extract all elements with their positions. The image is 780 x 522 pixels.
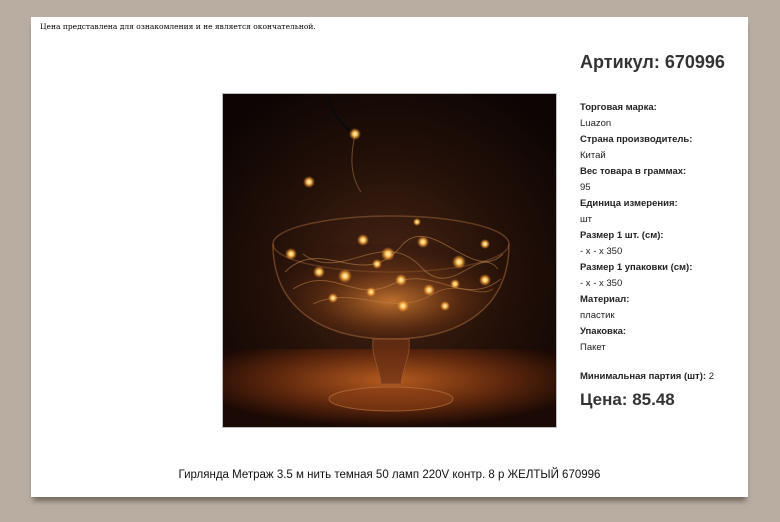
minimum-batch-label: Минимальная партия (шт): xyxy=(580,371,707,382)
article-label: Артикул: xyxy=(580,52,660,72)
spec-value-unit: шт xyxy=(580,214,592,225)
spec-label-package-size: Размер 1 упаковки (см): xyxy=(580,262,693,273)
spec-value-package-size: - х - х 350 xyxy=(580,278,623,289)
spec-value-country: Китай xyxy=(580,150,606,161)
product-sheet xyxy=(31,17,748,497)
spec-label-material: Материал: xyxy=(580,294,630,305)
specifications-list xyxy=(580,100,692,356)
price-value: 85.48 xyxy=(632,390,675,409)
spec-label-packaging: Упаковка: xyxy=(580,326,627,337)
garland-bowl-illustration xyxy=(223,94,556,427)
spec-value-item-size: - х - х 350 xyxy=(580,246,623,257)
spec-label-brand: Торговая марка: xyxy=(580,102,657,113)
spec-value-packaging: Пакет xyxy=(580,342,606,353)
product-title: Гирлянда Метраж 3.5 м нить темная 50 ламп 220V контр. 8 р ЖЕЛТЫЙ 670996 xyxy=(178,469,601,481)
price xyxy=(580,390,675,410)
product-photo xyxy=(222,93,557,428)
spec-label-country: Страна производитель: xyxy=(580,134,693,145)
price-label: Цена: xyxy=(580,390,628,409)
price-disclaimer: Цена представлена для ознакомления и не является окончательной. xyxy=(40,22,316,31)
article-number xyxy=(580,52,725,73)
spec-value-brand: Luazon xyxy=(580,118,612,129)
spec-label-weight: Вес товара в граммах: xyxy=(580,166,687,177)
minimum-batch xyxy=(580,371,714,382)
spec-value-material: пластик xyxy=(580,310,615,321)
minimum-batch-value: 2 xyxy=(708,371,714,382)
spec-value-weight: 95 xyxy=(580,182,591,193)
spec-label-unit: Единица измерения: xyxy=(580,198,678,209)
spec-label-item-size: Размер 1 шт. (см): xyxy=(580,230,664,241)
article-value: 670996 xyxy=(664,52,725,72)
